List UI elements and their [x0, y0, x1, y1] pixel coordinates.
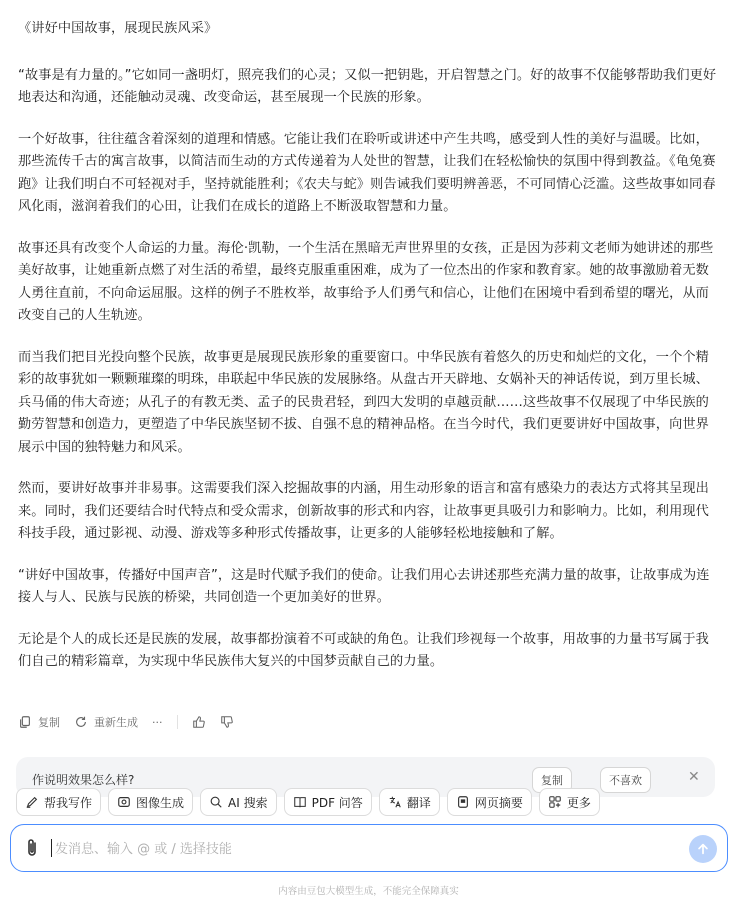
skill-more-button[interactable] [539, 788, 600, 816]
skill-label: 翻译 [406, 795, 431, 810]
article-paragraph: 一个好故事，往往蕴含着深刻的道理和情感。它能让我们在聆听或讲述中产生共鸣，感受到人性的美好与温暖。比如，那些流传千古的寓言故事，以简洁而生动的方式传递着为人处世的智慧，让我们在轻松愉快的氛围中得到教益。《龟兔赛跑》让我们明白不可轻视对手，坚持就能胜利；《农夫与蛇》则告诫我们要明辨善恶，不可同情心泛滥。这些故事如同春风化雨，滋润着我们的心田，让我们在成长的道路上不断汲取智慧和力量。 [18, 131, 716, 214]
article-paragraph: 故事还具有改变个人命运的力量。海伦·凯勒，一个生活在黑暗无声世界里的女孩，正是因为莎莉文老师为她讲述的那些美好故事，让她重新点燃了对生活的希望，最终克服重重困难，成为了一位杰出的作家和教育家。她的故事激励着无数人勇往直前，不向命运屈服。这样的例子不胜枚举，故事给予人们勇气和信心，让他们在困境中看到希望的曙光，从而改变自己的人生轨迹。 [18, 240, 714, 323]
grid-icon [548, 795, 562, 809]
copy-button[interactable] [18, 714, 60, 730]
attachment-icon[interactable] [23, 838, 41, 858]
skill-search-button[interactable] [200, 788, 277, 816]
skill-pdf-button[interactable] [284, 788, 372, 816]
feedback-option-button[interactable]: 复制 [532, 767, 572, 793]
like-button[interactable] [192, 715, 206, 729]
message-input[interactable] [53, 835, 657, 863]
article-paragraph: “讲好中国故事，传播好中国声音”，这是时代赋予我们的使命。让我们用心去讲述那些充满力量的故事，让故事成为连接人与人、民族与民族的桥梁，共同创造一个更加美好的世界。 [18, 567, 710, 605]
disclaimer-text: 内容由豆包大模型生成，不能完全保障真实 [278, 886, 459, 897]
article-paragraph: “故事是有力量的。”它如同一盏明灯，照亮我们的心灵；又似一把钥匙，开启智慧之门。好的故事不仅能够帮助我们更好地表达和沟通，还能触动灵魂、改变命运，甚至展现一个民族的形象。 [18, 67, 717, 105]
send-button[interactable] [689, 835, 717, 863]
skill-label: AI 搜索 [228, 795, 268, 810]
text-caret [51, 839, 52, 857]
skill-image-button[interactable] [108, 788, 193, 816]
feedback-text: 作说明效果怎么样? [32, 773, 135, 787]
message-actions [18, 710, 234, 734]
search-icon [209, 795, 223, 809]
refresh-icon [74, 715, 88, 729]
regenerate-label: 重新生成 [94, 716, 138, 729]
copy-label: 复制 [38, 716, 60, 729]
skill-label: 网页摘要 [474, 795, 523, 810]
divider [177, 715, 178, 729]
image-icon [117, 795, 131, 809]
skills-toolbar [16, 788, 600, 816]
webpage-icon [456, 795, 470, 809]
article-paragraph: 而当我们把目光投向整个民族，故事更是展现民族形象的重要窗口。中华民族有着悠久的历史和灿烂的文化，一个个精彩的故事犹如一颗颗璀璨的明珠，串联起中华民族的发展脉络。从盘古开天辟地、女娲补天的神话传说，到万里长城、兵马俑的伟大奇迹；从孔子的有教无类、孟子的民贵君轻，到四大发明的卓越贡献……这些故事不仅展现了中华民族的勤劳智慧和创造力，更塑造了中华民族坚韧不拔、自强不息的精神品格。在当今时代，我们更要讲好中国故事，向世界展示中国的独特魅力和风采。 [18, 349, 709, 455]
article-paragraph: 无论是个人的成长还是民族的发展，故事都扮演着不可或缺的角色。让我们珍视每一个故事，用故事的力量书写属于我们自己的精彩篇章，为实现中华民族伟大复兴的中国梦贡献自己的力量。 [18, 631, 709, 669]
skill-label: 帮我写作 [44, 795, 93, 810]
dislike-button[interactable] [220, 715, 234, 729]
skill-label: 图像生成 [136, 795, 185, 810]
pen-icon [25, 795, 39, 809]
book-icon [293, 795, 307, 809]
response-article [18, 18, 718, 693]
arrow-up-icon [696, 842, 710, 856]
ellipsis-icon: ··· [152, 715, 163, 729]
regenerate-button[interactable] [74, 714, 138, 730]
skill-webpage-button[interactable] [447, 788, 532, 816]
close-icon[interactable]: ✕ [688, 769, 700, 785]
skill-label: PDF 问答 [311, 795, 363, 810]
more-actions-button[interactable] [152, 716, 163, 729]
message-composer [10, 824, 728, 872]
copy-icon [18, 715, 32, 729]
article-title: 《讲好中国故事，展现民族风采》 [18, 21, 218, 36]
thumbs-down-icon [220, 715, 234, 729]
thumbs-up-icon [192, 715, 206, 729]
translate-icon [388, 795, 402, 809]
article-paragraph: 然而，要讲好故事并非易事。这需要我们深入挖掘故事的内涵，用生动形象的语言和富有感染力的表达方式将其呈现出来。同时，我们还要结合时代特点和受众需求，创新故事的形式和内容，让故事更具吸引力和影响力。比如，利用现代科技手段，通过影视、动漫、游戏等多种形式传播故事，让更多的人能够轻松地接触和了解。 [18, 481, 709, 541]
skill-translate-button[interactable] [379, 788, 440, 816]
feedback-option-button[interactable]: 不喜欢 [600, 767, 651, 793]
skill-write-button[interactable] [16, 788, 101, 816]
skill-label: 更多 [566, 795, 591, 810]
